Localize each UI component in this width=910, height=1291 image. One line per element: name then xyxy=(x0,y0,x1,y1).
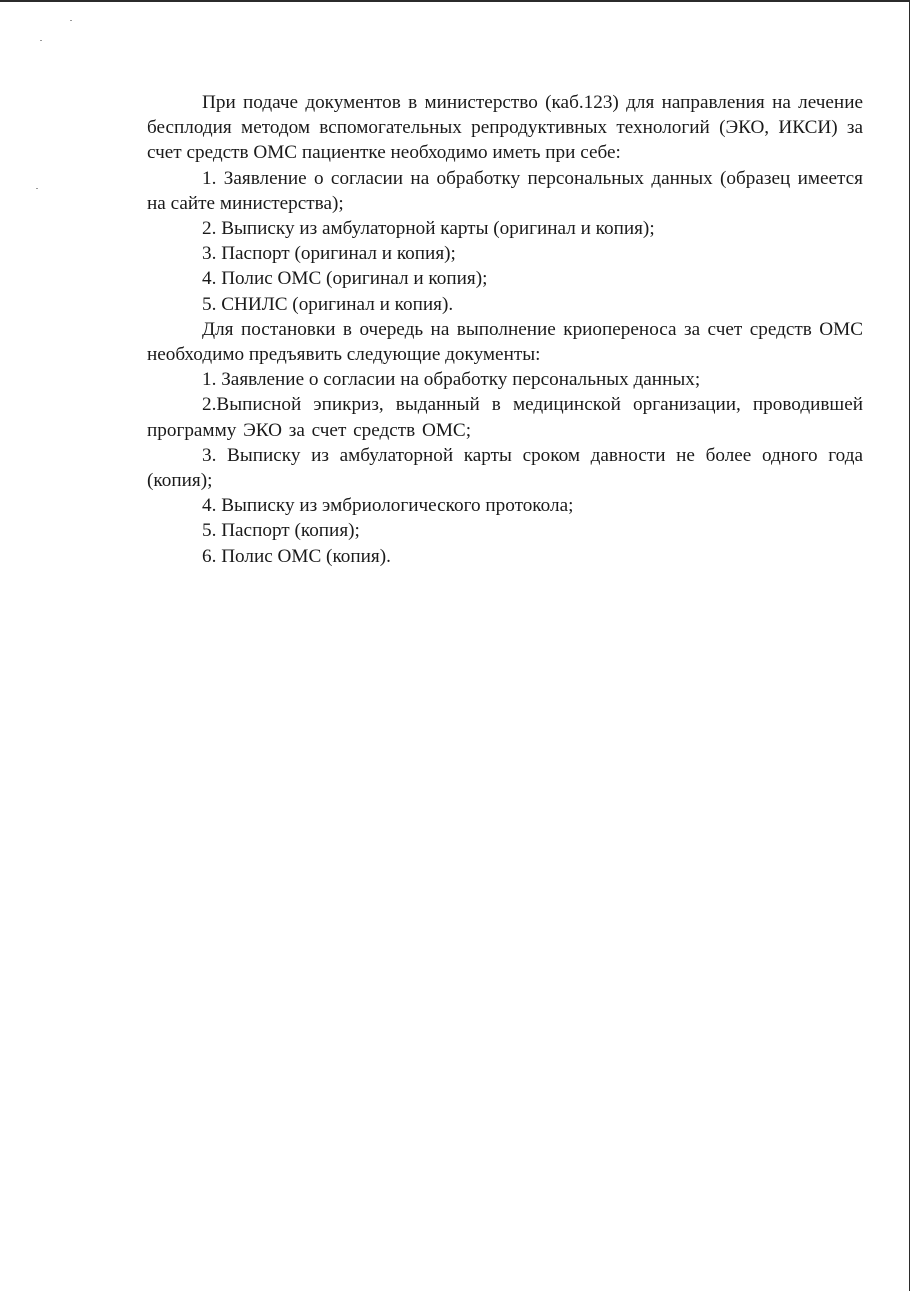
section2-item-3: 3. Выписку из амбулаторной карты сроком давности не более одного года (копия); xyxy=(147,444,863,492)
page-edge-shadow xyxy=(906,1082,909,1291)
section1-item-1: 1. Заявление о согласии на обработку персональных данных (образец имеется на сайте министерства); xyxy=(147,167,863,214)
scan-speck xyxy=(40,40,42,41)
section2-item-4: 4. Выписку из эмбриологического протокола; xyxy=(202,495,574,517)
section2-item-2: 2.Выписной эпикриз, выданный в медицинской организации, проводившей программу ЭКО за счет средств ОМС; xyxy=(147,394,863,441)
section1-item-3: 3. Паспорт (оригинал и копия); xyxy=(202,243,456,265)
section2-intro: Для постановки в очередь на выполнение криопереноса за счет средств ОМС необходимо предъявить следующие документы: xyxy=(147,318,863,366)
section2-item-1: 1. Заявление о согласии на обработку персональных данных; xyxy=(202,369,701,391)
section1-intro: При подаче документов в министерство (каб.123) для направления на лечение бесплодия методом вспомогательных репродуктивных технологий (ЭКО, ИКСИ) за счет средств ОМС пациентке необходимо иметь при себе: xyxy=(147,92,863,164)
section2-item-5: 5. Паспорт (копия); xyxy=(202,520,360,542)
document-body xyxy=(147,90,863,569)
section1-item-5: 5. СНИЛС (оригинал и копия). xyxy=(202,293,454,315)
section1-item-2: 2. Выписку из амбулаторной карты (оригинал и копия); xyxy=(202,218,655,240)
scan-speck xyxy=(36,188,38,189)
section2-item-6: 6. Полис ОМС (копия). xyxy=(202,545,391,567)
section1-item-4: 4. Полис ОМС (оригинал и копия); xyxy=(202,268,488,290)
scan-speck xyxy=(70,20,72,21)
